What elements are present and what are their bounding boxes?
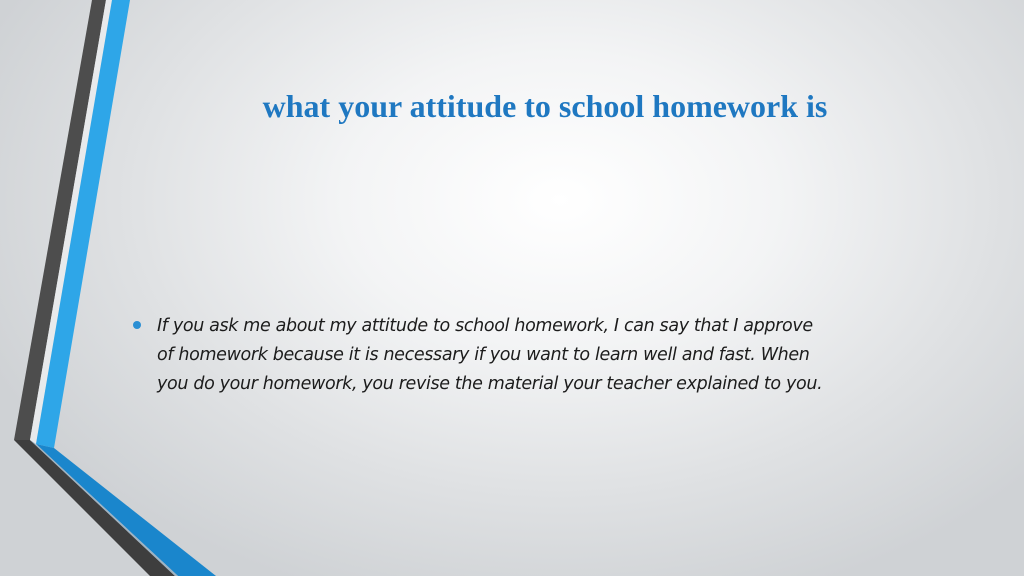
shadow-stripe bbox=[30, 440, 178, 576]
bullet-item bbox=[133, 312, 973, 399]
dark-stripe-lower bbox=[14, 440, 175, 576]
blue-stripe-lower bbox=[36, 444, 216, 576]
bullet-text-line-1: If you ask me about my attitude to school homework, I can say that I approve bbox=[157, 316, 813, 336]
bullet-dot-icon bbox=[133, 321, 141, 329]
bullet-text-line-2: of homework because it is necessary if you want to learn well and fast. When bbox=[157, 345, 810, 365]
content-area bbox=[133, 312, 973, 399]
slide-title: what your attitude to school homework is bbox=[262, 88, 828, 124]
bullet-text-line-3: you do your homework, you revise the material your teacher explained to you. bbox=[157, 374, 823, 394]
light-stripe-upper bbox=[30, 0, 112, 444]
